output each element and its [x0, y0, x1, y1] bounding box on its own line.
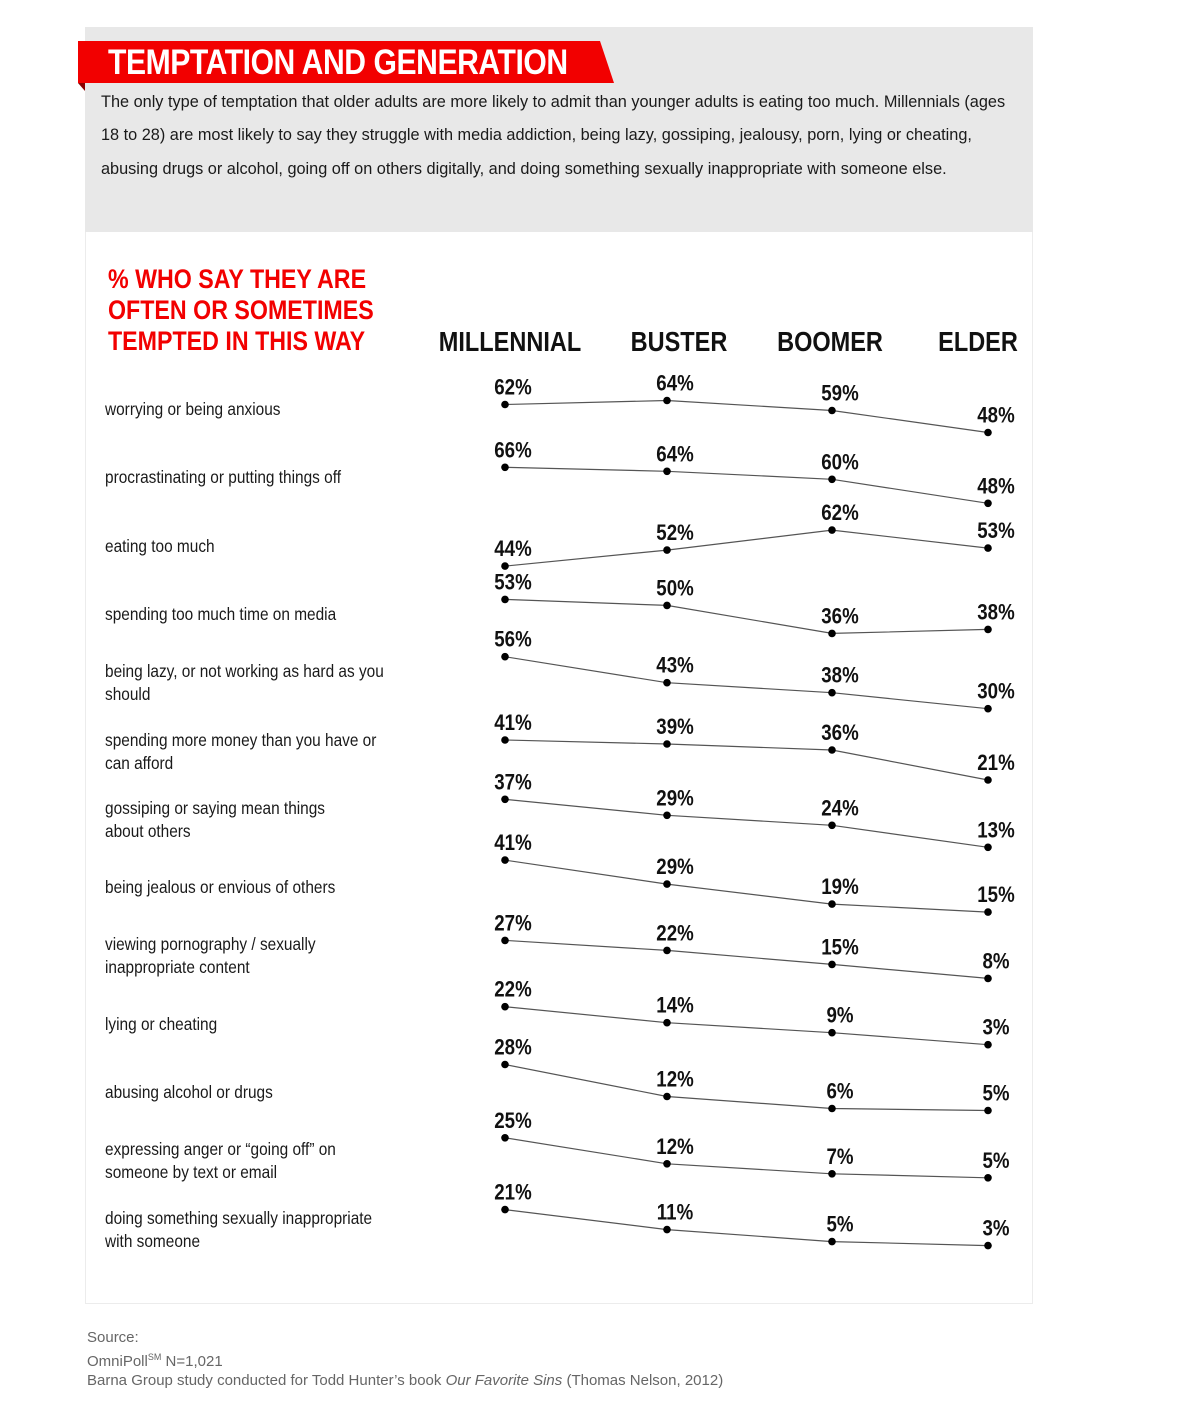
data-point	[663, 546, 671, 554]
data-point	[501, 796, 509, 804]
column-header-millennial: MILLENNIAL	[438, 326, 582, 357]
data-point	[828, 689, 836, 697]
data-point	[501, 464, 509, 472]
row-label-line: worrying or being anxious	[105, 399, 281, 419]
data-point	[984, 844, 992, 852]
data-label: 60%	[821, 450, 859, 475]
series-line	[505, 1210, 988, 1246]
data-point	[984, 776, 992, 784]
data-label: 41%	[494, 711, 532, 736]
row-label-line: someone by text or email	[105, 1162, 278, 1183]
data-label: 62%	[494, 376, 532, 400]
row-label-line: with someone	[105, 1230, 201, 1251]
row-label-line: being lazy, or not working as hard as you	[105, 661, 384, 682]
data-point	[663, 1093, 671, 1101]
book-title: Our Favorite Sins	[445, 1372, 563, 1389]
data-label: 66%	[494, 438, 532, 463]
data-label: 7%	[826, 1145, 854, 1170]
series-line	[505, 657, 988, 709]
data-point	[501, 1003, 509, 1011]
page-title: TEMPTATION AND GENERATION	[108, 43, 568, 82]
row-label-line: viewing pornography / sexually	[105, 934, 316, 955]
data-label: 52%	[656, 521, 694, 546]
data-point	[828, 407, 836, 415]
study-prefix: Barna Group study conducted for Todd Hunter’s book	[87, 1372, 446, 1389]
data-label: 59%	[821, 382, 859, 406]
data-point	[501, 596, 509, 604]
data-point	[984, 1242, 992, 1250]
row-label-line: lying or cheating	[105, 1013, 218, 1034]
column-header-boomer: BOOMER	[777, 326, 883, 357]
chart-title-line: OFTEN OR SOMETIMES	[108, 295, 374, 325]
data-point	[984, 705, 992, 713]
data-label: 64%	[656, 442, 694, 467]
data-label: 3%	[982, 1217, 1010, 1241]
data-point	[828, 746, 836, 754]
row-label-line: about others	[105, 820, 191, 841]
series-line	[505, 599, 988, 633]
data-label: 56%	[494, 628, 532, 653]
series-line	[505, 740, 988, 780]
data-label: 21%	[977, 751, 1015, 776]
data-label: 62%	[821, 501, 859, 526]
source-poll	[87, 1348, 723, 1372]
data-label: 5%	[982, 1082, 1010, 1106]
data-label: 5%	[982, 1149, 1010, 1174]
data-label: 9%	[826, 1004, 854, 1029]
row-label-line: inappropriate content	[105, 957, 250, 978]
series-line	[505, 860, 988, 912]
data-point	[663, 602, 671, 610]
row-label-line: expressing anger or “going off” on	[105, 1139, 336, 1160]
row-label-line: being jealous or envious of others	[105, 877, 336, 898]
data-point	[501, 856, 509, 864]
data-label: 12%	[656, 1135, 694, 1160]
data-point	[663, 740, 671, 748]
data-point	[663, 880, 671, 888]
data-label: 36%	[821, 721, 859, 746]
column-header-elder: ELDER	[938, 326, 1018, 357]
data-label: 39%	[656, 715, 694, 740]
data-point	[828, 822, 836, 830]
row-label-line: eating too much	[105, 535, 215, 556]
data-point	[984, 1107, 992, 1115]
row-label-line: should	[105, 684, 151, 705]
row-label-line: abusing alcohol or drugs	[105, 1082, 273, 1102]
data-point	[663, 1019, 671, 1027]
data-point	[663, 679, 671, 687]
data-label: 22%	[656, 922, 694, 946]
data-point	[501, 562, 509, 570]
poll-sample-size: N=1,021	[161, 1352, 223, 1370]
data-point	[984, 626, 992, 634]
data-label: 28%	[494, 1036, 532, 1060]
source-label: Source:	[87, 1329, 139, 1346]
row-label-line: spending too much time on media	[105, 603, 337, 624]
data-label: 13%	[977, 818, 1015, 843]
data-point	[501, 1134, 509, 1142]
data-point	[984, 908, 992, 916]
data-label: 48%	[977, 474, 1015, 499]
data-point	[984, 1174, 992, 1182]
row-label-line: gossiping or saying mean things	[105, 797, 326, 818]
series-line	[505, 1138, 988, 1178]
data-point	[828, 1238, 836, 1246]
data-label: 29%	[656, 786, 694, 811]
data-label: 53%	[977, 519, 1015, 544]
data-label: 24%	[821, 796, 859, 821]
poll-name: OmniPoll	[87, 1352, 148, 1370]
series-line	[505, 1065, 988, 1111]
series-line	[505, 940, 988, 978]
data-label: 14%	[656, 994, 694, 1019]
data-point	[663, 397, 671, 405]
data-point	[501, 736, 509, 744]
chart-title-line: TEMPTED IN THIS WAY	[108, 326, 366, 356]
row-label-line: procrastinating or putting things off	[105, 467, 342, 488]
row-label-line: doing something sexually inappropriate	[105, 1207, 373, 1228]
data-label: 19%	[821, 875, 859, 900]
series-line	[505, 467, 988, 503]
data-label: 37%	[494, 770, 532, 795]
data-label: 30%	[977, 680, 1015, 705]
data-point	[501, 1061, 509, 1069]
data-label: 6%	[826, 1080, 854, 1104]
data-point	[501, 1206, 509, 1214]
data-label: 41%	[494, 831, 532, 856]
data-label: 64%	[656, 372, 694, 396]
data-point	[828, 1105, 836, 1113]
data-label: 8%	[982, 950, 1010, 974]
data-point	[828, 961, 836, 969]
data-label: 38%	[821, 664, 859, 689]
data-label: 43%	[656, 654, 694, 679]
data-point	[828, 900, 836, 908]
data-label: 3%	[982, 1016, 1010, 1041]
data-label: 36%	[821, 605, 859, 629]
data-point	[501, 653, 509, 661]
data-label: 15%	[821, 936, 859, 960]
data-label: 21%	[494, 1181, 532, 1205]
data-label: 11%	[656, 1201, 694, 1225]
source-note	[87, 1328, 723, 1391]
data-point	[984, 500, 992, 508]
data-point	[501, 401, 509, 409]
data-label: 53%	[494, 571, 532, 595]
data-point	[984, 544, 992, 552]
row-label-line: spending more money than you have or	[105, 729, 377, 750]
data-point	[663, 947, 671, 955]
service-mark: SM	[147, 1351, 162, 1362]
column-header-buster: BUSTER	[630, 326, 728, 357]
data-label: 15%	[977, 883, 1015, 908]
row-label-line: can afford	[105, 752, 174, 773]
data-label: 22%	[494, 978, 532, 1003]
series-line	[505, 401, 988, 433]
data-label: 48%	[977, 404, 1015, 428]
data-point	[828, 630, 836, 638]
data-point	[501, 937, 509, 945]
study-suffix: (Thomas Nelson, 2012)	[562, 1372, 724, 1389]
data-point	[828, 1170, 836, 1178]
data-label: 29%	[656, 855, 694, 880]
chart-title-line: % WHO SAY THEY ARE	[108, 264, 367, 294]
data-label: 25%	[494, 1109, 532, 1134]
data-point	[984, 975, 992, 983]
series-line	[505, 530, 988, 566]
data-point	[663, 1226, 671, 1234]
data-point	[663, 468, 671, 476]
data-point	[828, 526, 836, 534]
data-label: 5%	[826, 1213, 854, 1237]
data-label: 38%	[977, 601, 1015, 625]
data-label: 27%	[494, 912, 532, 936]
intro-paragraph: The only type of temptation that older adults are more likely to admit than younger adults is eating too much. Millennials (ages 18 to 28) are most likely to say they struggle with media addiction, being lazy, gossiping, jealousy, porn, lying or cheating, abusing drugs or alcohol, going off on others digitally, and doing something sexually inappropriate with someone else.	[101, 93, 1006, 178]
series-line	[505, 1007, 988, 1045]
data-point	[663, 812, 671, 820]
data-label: 50%	[656, 577, 694, 601]
data-point	[828, 476, 836, 484]
data-point	[828, 1029, 836, 1037]
data-label: 44%	[494, 537, 532, 562]
data-point	[984, 429, 992, 437]
source-study	[87, 1371, 723, 1391]
data-point	[663, 1160, 671, 1168]
data-label: 12%	[656, 1068, 694, 1092]
data-point	[984, 1041, 992, 1049]
